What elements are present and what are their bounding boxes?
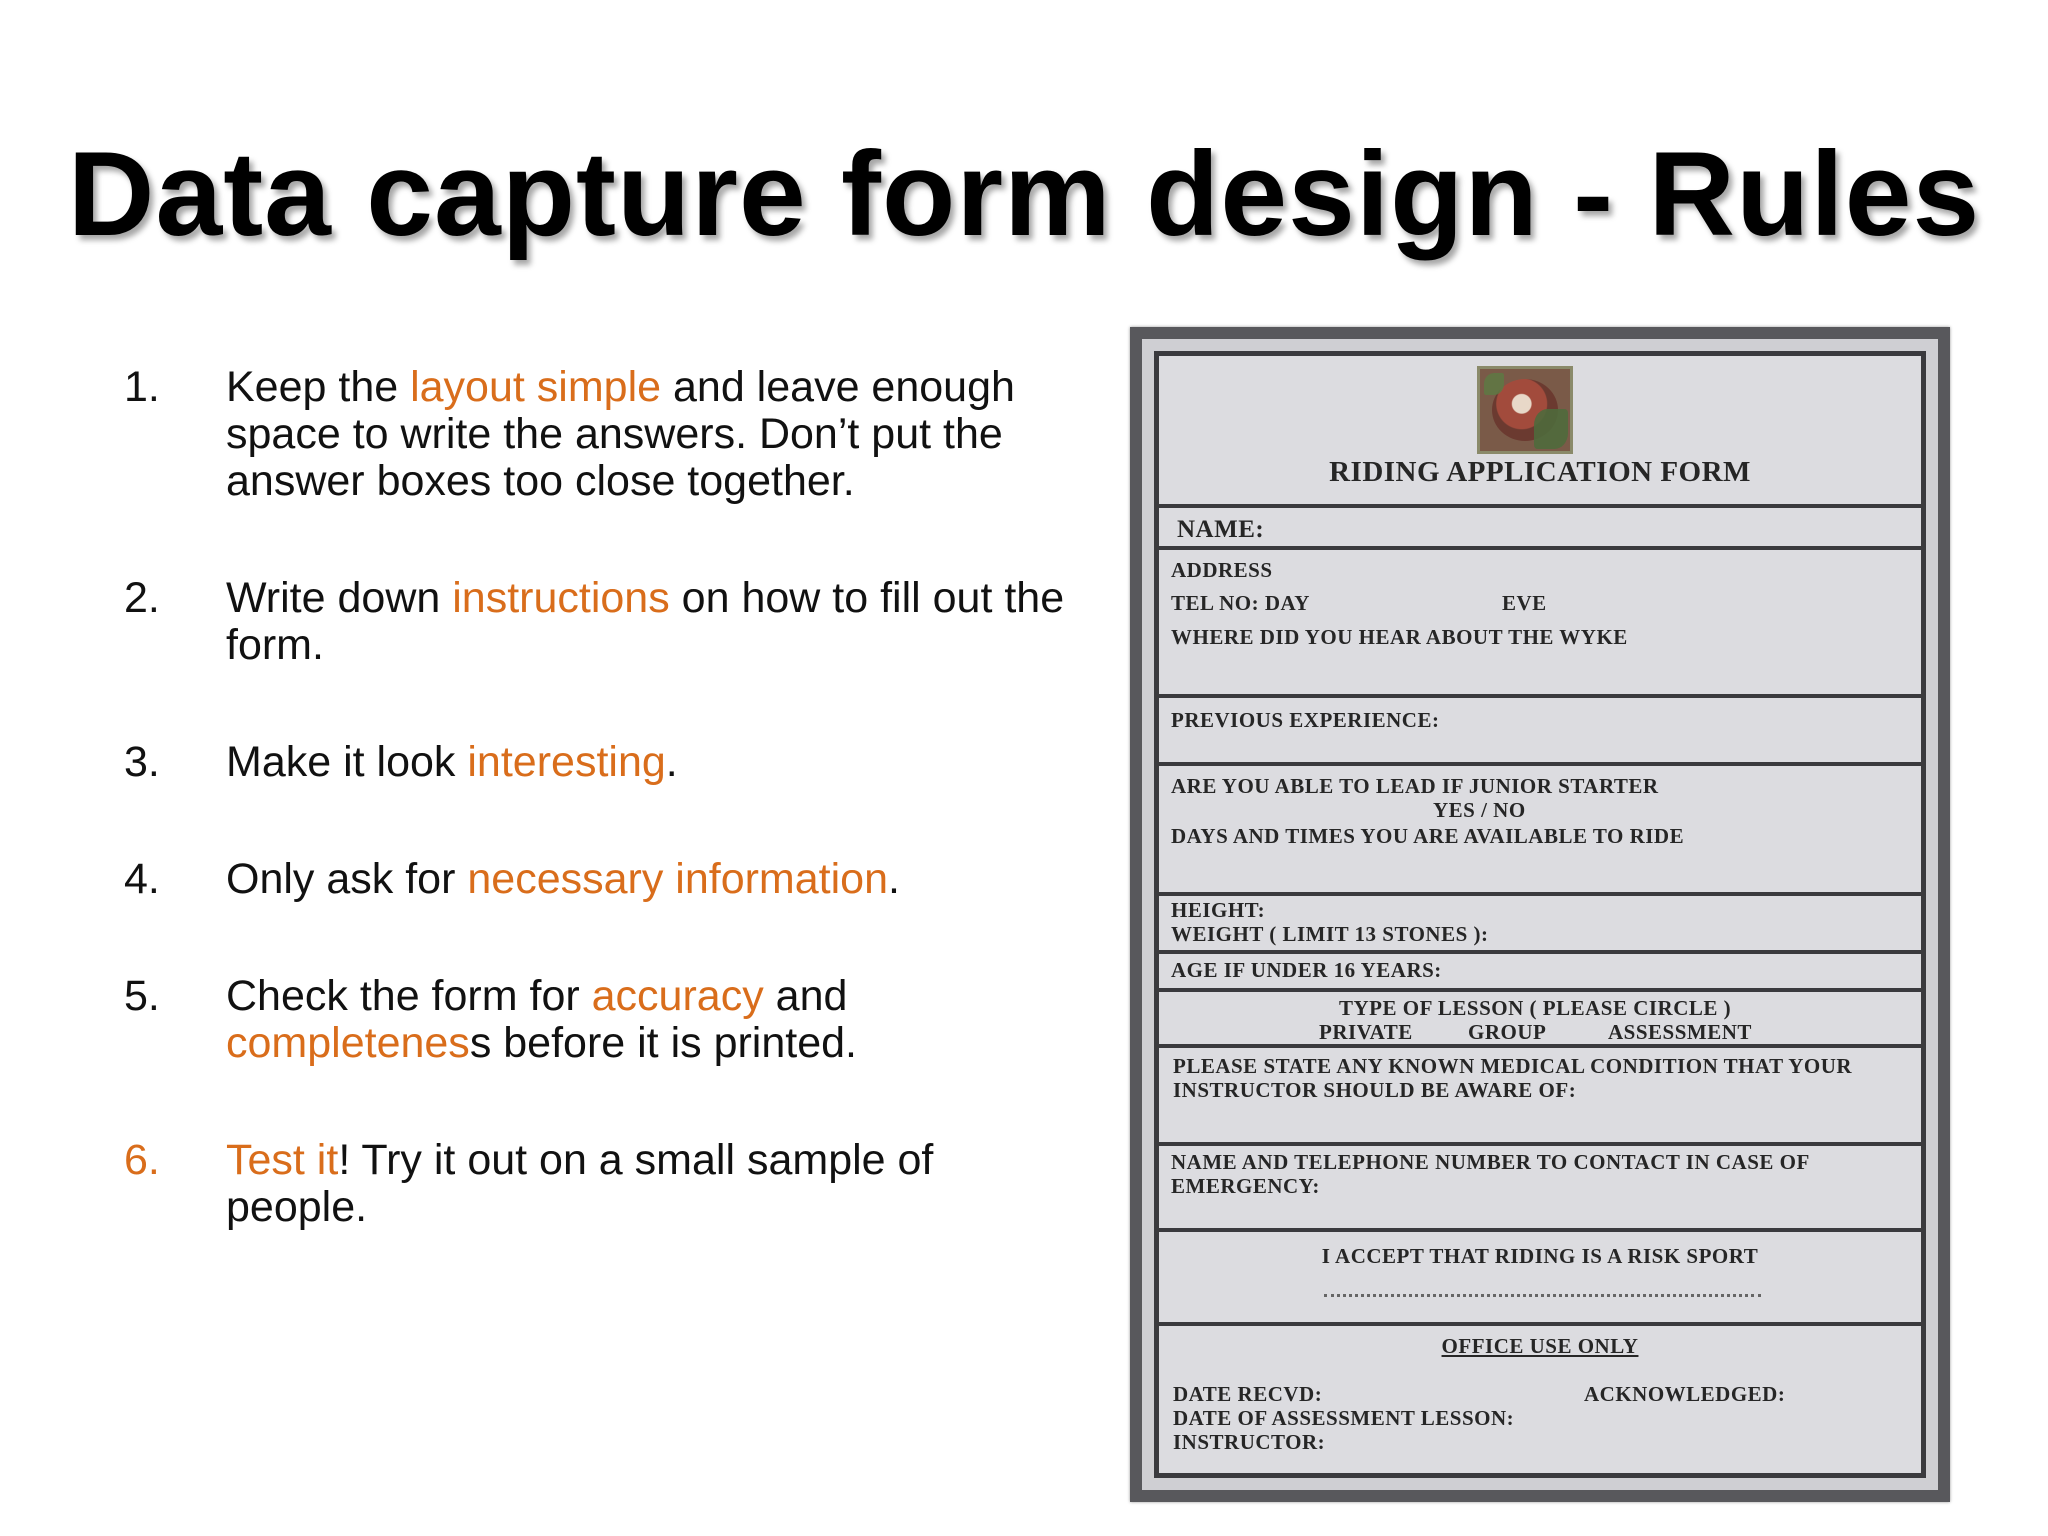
rule-text: and <box>763 972 848 1020</box>
rule-highlight: instructions <box>452 574 670 622</box>
risk-statement: I ACCEPT THAT RIDING IS A RISK SPORT <box>1321 1244 1759 1268</box>
form-border <box>1142 339 1938 1490</box>
rule-item <box>124 856 1084 903</box>
medical-label-line2: INSTRUCTOR SHOULD BE AWARE OF: <box>1173 1078 1577 1102</box>
rule-highlight: accuracy <box>591 972 764 1020</box>
rule-highlight: Test it <box>226 1136 339 1184</box>
horse-crest-logo <box>1477 366 1573 454</box>
tel-day-label: TEL NO: DAY <box>1171 591 1310 615</box>
emergency-section <box>1159 1146 1921 1232</box>
assessment-option: ASSESSMENT <box>1608 1020 1752 1044</box>
rule-highlight: layout simple <box>410 363 662 411</box>
rule-text: Write down <box>226 574 453 622</box>
tel-eve-label: EVE <box>1502 591 1547 615</box>
ivy-leaf-icon <box>1484 373 1504 395</box>
experience-section <box>1159 698 1921 766</box>
rule-text: Check the form for <box>226 972 592 1020</box>
rule-text: s before it is printed. <box>469 1019 858 1067</box>
previous-experience-label: PREVIOUS EXPERIENCE: <box>1171 708 1440 732</box>
rule-text: Only ask for <box>226 855 468 903</box>
weight-label: WEIGHT ( LIMIT 13 STONES ): <box>1171 922 1489 946</box>
days-times-label: DAYS AND TIMES YOU ARE AVAILABLE TO RIDE <box>1171 824 1685 848</box>
rule-number: 3. <box>124 738 160 786</box>
lesson-type-label: TYPE OF LESSON ( PLEASE CIRCLE ) <box>1339 996 1732 1020</box>
office-use-section <box>1159 1326 1921 1473</box>
form-header <box>1159 356 1921 508</box>
contact-section <box>1159 550 1921 698</box>
form-heading: RIDING APPLICATION FORM <box>1329 456 1751 488</box>
private-option: PRIVATE <box>1319 1020 1413 1044</box>
rule-number: 4. <box>124 855 160 903</box>
rule-text: on how to fill out the form. <box>226 574 1065 669</box>
date-received-label: DATE RECVD: <box>1173 1382 1323 1406</box>
rule-highlight: necessary information <box>467 855 888 903</box>
lead-junior-label: ARE YOU ABLE TO LEAD IF JUNIOR STARTER <box>1171 774 1659 798</box>
rule-text: Keep the <box>226 363 411 411</box>
rule-text: and leave enough space to write the answers. Don’t put the answer boxes too close together. <box>226 363 1015 505</box>
hear-about-label: WHERE DID YOU HEAR ABOUT THE WYKE <box>1171 625 1628 649</box>
rule-item <box>124 973 1084 1067</box>
lesson-type-section <box>1159 992 1921 1048</box>
availability-section <box>1159 766 1921 896</box>
age-section <box>1159 954 1921 992</box>
risk-section <box>1159 1232 1921 1326</box>
rules-list <box>124 364 1084 1301</box>
rule-item <box>124 364 1084 505</box>
height-label: HEIGHT: <box>1171 898 1266 922</box>
instructor-label: INSTRUCTOR: <box>1173 1430 1326 1454</box>
rule-highlight: completenes <box>226 1019 470 1067</box>
acknowledged-label: ACKNOWLEDGED: <box>1584 1382 1786 1406</box>
form-sheet <box>1154 351 1926 1478</box>
riding-application-form-image <box>1130 327 1950 1502</box>
rule-text: . <box>665 738 678 786</box>
rule-item <box>124 739 1084 786</box>
medical-section <box>1159 1048 1921 1146</box>
emergency-label-line2: EMERGENCY: <box>1171 1174 1320 1198</box>
name-section <box>1159 508 1921 550</box>
rule-text: Make it look <box>226 738 468 786</box>
height-weight-section <box>1159 896 1921 954</box>
address-label: ADDRESS <box>1171 558 1273 582</box>
rule-number: 1. <box>124 363 160 411</box>
rule-number: 2. <box>124 574 160 622</box>
signature-line <box>1324 1294 1761 1297</box>
rule-item <box>124 1137 1084 1231</box>
rule-text: . <box>888 855 900 903</box>
slide-title: Data capture form design - Rules <box>67 127 1981 261</box>
rule-highlight: interesting <box>467 738 666 786</box>
group-option: GROUP <box>1468 1020 1547 1044</box>
name-label: NAME: <box>1177 516 1265 543</box>
age-label: AGE IF UNDER 16 YEARS: <box>1171 958 1442 982</box>
emergency-label-line1: NAME AND TELEPHONE NUMBER TO CONTACT IN CASE OF <box>1171 1150 1810 1174</box>
medical-label-line1: PLEASE STATE ANY KNOWN MEDICAL CONDITION THAT YOUR <box>1173 1054 1853 1078</box>
ivy-leaf-icon <box>1534 409 1568 449</box>
date-assessment-label: DATE OF ASSESSMENT LESSON: <box>1173 1406 1515 1430</box>
rule-item <box>124 575 1084 669</box>
rule-number: 5. <box>124 972 160 1020</box>
office-use-heading: OFFICE USE ONLY <box>1441 1334 1639 1358</box>
rule-number: 6. <box>124 1136 160 1184</box>
rule-text: ! Try it out on a small sample of people. <box>226 1136 934 1231</box>
yes-no-options: YES / NO <box>1433 798 1526 822</box>
